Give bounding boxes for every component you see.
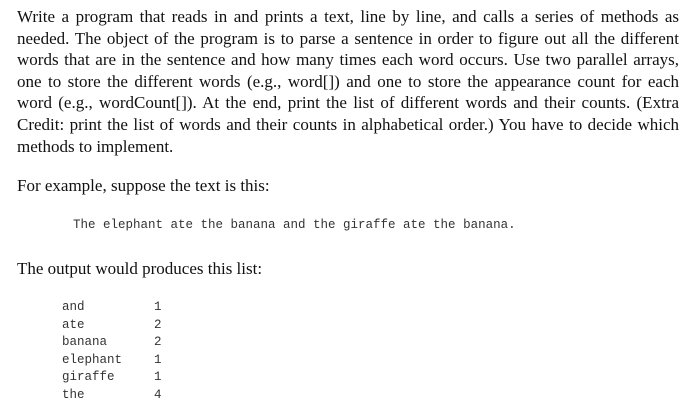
output-word: giraffe bbox=[62, 370, 115, 384]
output-list bbox=[62, 299, 172, 404]
output-count: 1 bbox=[154, 352, 162, 367]
output-row bbox=[62, 369, 172, 387]
output-word: elephant bbox=[62, 352, 123, 367]
output-count: 4 bbox=[154, 387, 162, 402]
output-label: The output would produces this list: bbox=[17, 259, 263, 278]
output-count: 1 bbox=[154, 370, 162, 384]
output-word: banana bbox=[62, 335, 108, 349]
assignment-paragraph: Write a program that reads in and prints a text, line by line, and calls a series of methods as needed. The object of the program is to parse a sentence in order to figure out all the different words that are in the sentence and how many times each word occurs. Use two parallel arrays, one to store the different words (e.g., word[]) and one to store the appearance count for each word (e.g., wordCount[]). At the end, print the list of different words and their counts. (Extra Credit: print the list of words and their counts in alphabetical order.) You have to decide which methods to implement. bbox=[17, 7, 679, 156]
output-row bbox=[62, 387, 172, 405]
example-label: For example, suppose the text is this: bbox=[17, 176, 270, 195]
output-row bbox=[62, 299, 172, 317]
output-word: and bbox=[62, 300, 85, 314]
output-word: ate bbox=[62, 317, 85, 332]
output-count: 1 bbox=[154, 300, 162, 314]
output-row bbox=[62, 334, 172, 352]
output-row bbox=[62, 352, 172, 370]
output-count: 2 bbox=[154, 335, 162, 349]
output-row bbox=[62, 317, 172, 335]
output-count: 2 bbox=[154, 317, 162, 332]
output-word: the bbox=[62, 387, 85, 402]
example-text: The elephant ate the banana and the giraffe ate the banana. bbox=[73, 218, 516, 232]
